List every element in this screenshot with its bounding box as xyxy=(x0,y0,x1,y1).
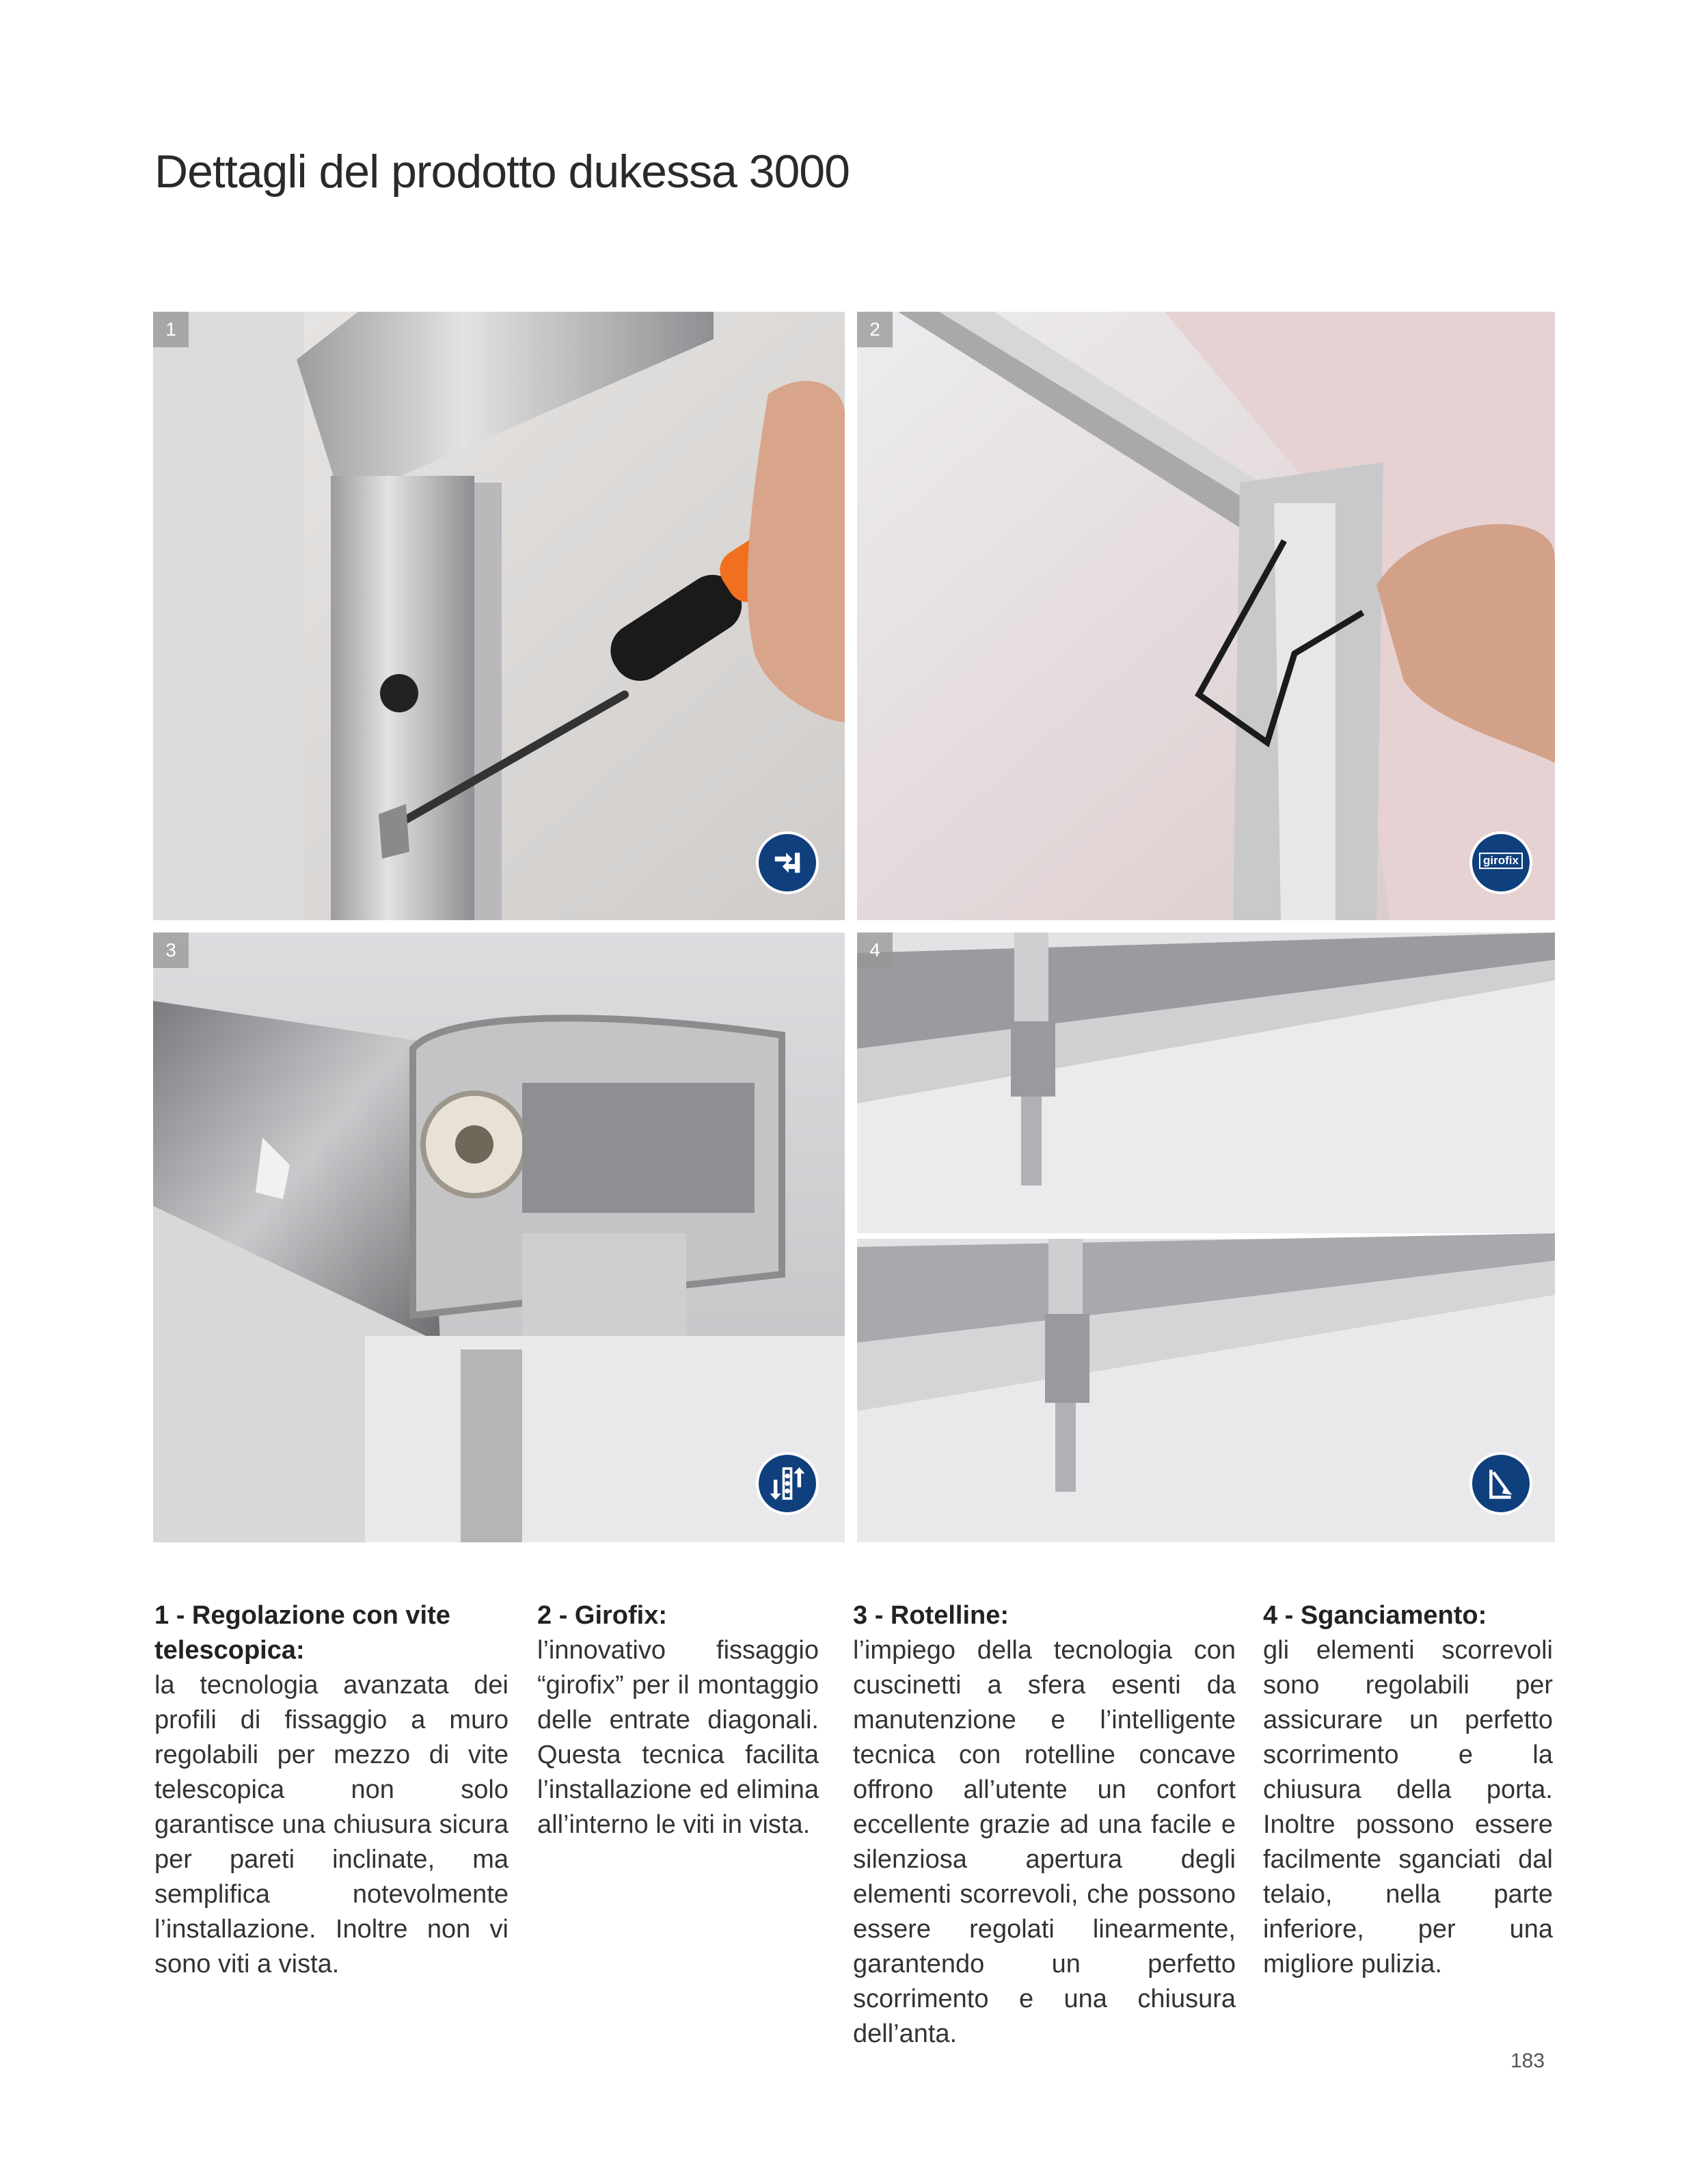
page-title: Dettagli del prodotto dukessa 3000 xyxy=(154,146,850,198)
caption-body-1: la tecnologia avanzata dei profili di fissaggio a muro regolabili per mezzo di vite telescopica non solo garantisce una chiusura sicura per pareti inclinate, ma semplifica notevolmente l’installazione. Inoltre non vi sono viti a vista. xyxy=(154,1671,509,1978)
caption-heading-1: 1 - Regolazione con vite telescopica: xyxy=(154,1601,450,1665)
caption-heading-2: 2 - Girofix: xyxy=(537,1601,668,1630)
caption-column-2 xyxy=(537,1598,819,1842)
telescopic-adjust-icon xyxy=(756,831,819,894)
caption-body-3: l’impiego della tecnologia con cuscinetti a sfera esenti da manutenzione e l’intelligente tecnica con rotelline concave offrono all’utente un confort eccellente grazie ad una facile e silenziosa apertura degli elementi scorrevoli, che possono essere regolati linearmente, garantendo un perfetto scorrimento e una chiusura dell’anta. xyxy=(853,1636,1236,2048)
caption-heading-3: 3 - Rotelline: xyxy=(853,1601,1009,1630)
caption-heading-4: 4 - Sganciamento: xyxy=(1263,1601,1487,1630)
photo-3 xyxy=(153,932,845,1542)
page-number: 183 xyxy=(1510,2050,1545,2072)
photo-number-4: 4 xyxy=(857,932,893,968)
girofix-icon xyxy=(1469,831,1532,894)
caption-body-2: l’innovativo fissaggio “girofix” per il montaggio delle entrate diagonali. Questa tecnica facilita l’installazione ed elimina all’interno le viti in vista. xyxy=(537,1636,819,1839)
girofix-photo xyxy=(857,312,1555,920)
rollers-icon xyxy=(756,1452,819,1515)
caption-column-1 xyxy=(154,1598,509,1982)
photo-number-1: 1 xyxy=(153,312,189,347)
rollers-photo xyxy=(153,932,845,1542)
unhook-photo xyxy=(857,932,1555,1542)
photo-2 xyxy=(857,312,1555,920)
photo-number-2: 2 xyxy=(857,312,893,347)
photo-1 xyxy=(153,312,845,920)
girofix-icon-label: girofix xyxy=(1479,853,1523,869)
photo-number-3: 3 xyxy=(153,932,189,968)
caption-column-4 xyxy=(1263,1598,1553,1982)
photo-4 xyxy=(857,932,1555,1542)
telescopic-screw-photo xyxy=(153,312,845,920)
caption-column-3 xyxy=(853,1598,1236,2052)
caption-body-4: gli elementi scorrevoli sono regolabili per assicurare un perfetto scorrimento e la chiusura della porta. Inoltre possono essere facilmente sganciati dal telaio, nella parte inferiore, per una migliore pulizia. xyxy=(1263,1636,1553,1978)
unhook-icon xyxy=(1469,1452,1532,1515)
